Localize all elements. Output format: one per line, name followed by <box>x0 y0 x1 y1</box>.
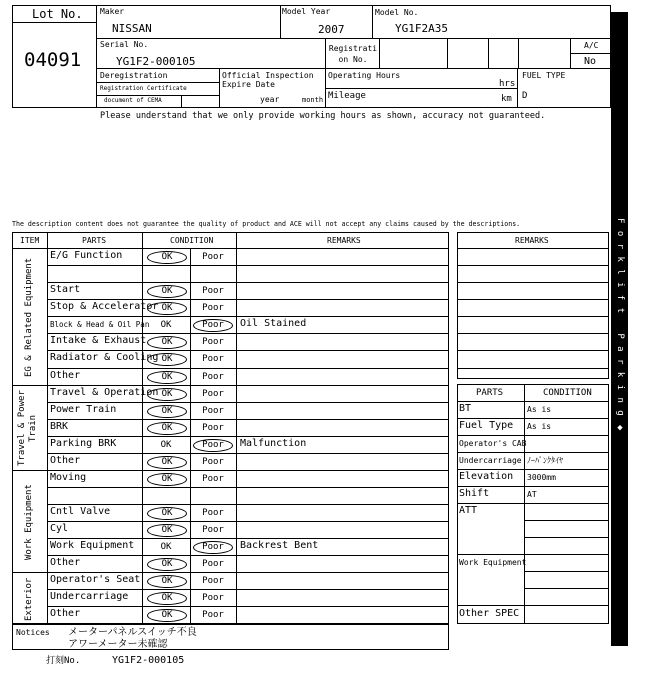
spec-label: Fuel Type <box>459 419 514 431</box>
cond-ok: OK <box>147 371 187 384</box>
spec-label: Operator's CAB <box>459 438 527 448</box>
cond-poor: Poor <box>202 336 224 347</box>
cond-poor: Poor <box>202 302 224 313</box>
row-part-label: BRK <box>50 420 69 432</box>
spec-value: ﾉｰﾊﾟﾝｸﾀｲﾔ <box>527 455 563 465</box>
spec-value: As is <box>527 404 552 414</box>
cond-poor: Poor <box>202 524 224 535</box>
cond-ok: OK <box>147 592 187 605</box>
row-part-label: Moving <box>50 471 87 483</box>
spec-value: 3000mm <box>527 472 556 482</box>
deregistration-label: Deregistration <box>100 71 168 80</box>
row-part-label: Stop & Accelerator <box>50 300 159 312</box>
right-remarks-table <box>457 232 609 379</box>
cond-poor: Poor <box>193 439 233 452</box>
spec-label: Other SPEC <box>459 607 520 619</box>
cond-ok: OK <box>147 353 187 366</box>
cond-poor: Poor <box>193 541 233 554</box>
row-remark: Malfunction <box>240 437 307 449</box>
cond-poor: Poor <box>202 371 224 382</box>
lot-number: 04091 <box>24 49 82 71</box>
group-eg-related: EG & Related Equipment <box>24 257 34 378</box>
model-year-label: Model Year <box>282 7 331 16</box>
row-part-label: Parking BRK <box>50 437 117 449</box>
row-part-label: Cyl <box>50 522 69 534</box>
row-part-label: Travel & Operation <box>50 386 159 398</box>
row-part-label: Other <box>50 369 81 381</box>
col-condition-header: CONDITION <box>170 236 214 245</box>
row-part-label: Work Equipment <box>50 539 135 551</box>
cond-poor: Poor <box>202 592 224 603</box>
col-parts-header: PARTS <box>82 236 107 245</box>
row-part-label: Power Train <box>50 403 117 415</box>
cond-ok: OK <box>147 524 187 537</box>
spec-value: As is <box>527 421 552 431</box>
cond-poor: Poor <box>202 456 224 467</box>
cond-poor: Poor <box>202 251 224 262</box>
cond-ok: OK <box>160 439 172 450</box>
cond-ok: OK <box>160 319 172 330</box>
maker-label: Maker <box>100 7 125 16</box>
col-remarks-header: REMARKS <box>327 236 361 245</box>
stamp-label: 打刻No. <box>46 656 81 666</box>
cond-poor: Poor <box>202 610 224 620</box>
cond-ok: OK <box>147 507 187 520</box>
cond-poor: Poor <box>202 285 224 296</box>
row-remark: Oil Stained <box>240 317 307 329</box>
cond-ok: OK <box>147 388 187 401</box>
serial-value: YG1F2-000105 <box>116 55 196 68</box>
registration-label: Registrati on No. <box>328 44 378 64</box>
row-part-label: Radiator & Cooling <box>50 352 159 363</box>
km-label: km <box>501 94 512 104</box>
row-part-label: Operator's Seat <box>50 573 141 585</box>
stamp-value: YG1F2-000105 <box>112 655 185 666</box>
row-part-label: Undercarriage <box>50 590 129 602</box>
row-part-label: Other <box>50 556 81 568</box>
cond-ok: OK <box>147 575 187 588</box>
cond-ok: OK <box>147 336 187 349</box>
cond-poor: Poor <box>202 473 224 484</box>
ac-label: A/C <box>584 41 599 50</box>
spec-label: Work Equipment <box>459 557 527 567</box>
maker-value: NISSAN <box>112 22 152 35</box>
inspection-label: Official Inspection Expire Date <box>222 71 314 89</box>
cond-poor: Poor <box>202 354 224 364</box>
hrs-label: hrs <box>499 79 516 89</box>
month-label: month <box>302 96 324 104</box>
group-exterior: Exterior <box>24 577 34 621</box>
mileage-label: Mileage <box>328 91 366 101</box>
row-part-label: Block & Head & Oil Pan <box>50 319 150 329</box>
row-part-label: E/G Function <box>50 249 123 261</box>
disclaimer-note: The description content does not guarantee the quality of product and ACE will not accept any claims caused by the descriptions. <box>12 220 521 228</box>
group-work-equipment: Work Equipment <box>24 484 34 560</box>
cond-poor: Poor <box>202 558 224 569</box>
ac-value: No <box>584 56 597 67</box>
right-remarks-header: REMARKS <box>515 236 549 245</box>
row-part-label: Intake & Exhaust <box>50 334 147 346</box>
cond-poor: Poor <box>202 388 224 399</box>
cond-poor: Poor <box>202 507 224 518</box>
cond-poor: Poor <box>202 575 224 586</box>
notices-label: Notices <box>16 628 50 637</box>
fuel-type-value: D <box>522 91 528 101</box>
model-no-label: Model No. <box>375 8 419 17</box>
row-part-label: Other <box>50 454 81 466</box>
notice-line-2: アワーメーター未確認 <box>68 639 168 650</box>
spec-label: ATT <box>459 504 478 516</box>
cond-ok: OK <box>147 456 187 469</box>
spec-col-parts: PARTS <box>476 388 504 398</box>
location-sidebar <box>611 12 642 646</box>
cond-poor: Poor <box>202 422 224 433</box>
cond-ok: OK <box>160 541 172 552</box>
cond-ok: OK <box>147 251 187 264</box>
working-hours-note: Please understand that we only provide working hours as shown, accuracy not guaranteed. <box>100 111 546 121</box>
spec-label: BT <box>459 402 472 414</box>
cond-poor: Poor <box>193 319 233 332</box>
cond-ok: OK <box>147 473 187 486</box>
row-part-label: Other <box>50 608 81 619</box>
group-travel-power: Travel & Power Train <box>17 390 38 467</box>
lot-label: Lot No. <box>32 7 83 21</box>
row-remark: Backrest Bent <box>240 539 319 551</box>
notice-line-1: メーターパネルスイッチ不良 <box>68 627 197 638</box>
reg-cert-label: Registration Certificate <box>100 85 187 92</box>
year-label: year <box>260 95 280 104</box>
row-part-label: Cntl Valve <box>50 505 111 517</box>
cond-ok: OK <box>147 405 187 418</box>
cond-ok: OK <box>147 302 187 315</box>
spec-label: Elevation <box>459 470 514 482</box>
operating-hours-label: Operating Hours <box>328 71 401 80</box>
fuel-type-label: FUEL TYPE <box>522 71 566 80</box>
spec-col-condition: CONDITION <box>543 388 592 398</box>
cond-ok: OK <box>147 558 187 571</box>
cond-ok: OK <box>147 609 187 622</box>
cond-ok: OK <box>147 285 187 298</box>
location-note: ◆Please note that this machinery is located in Forklift Parking◆ <box>615 31 642 627</box>
model-year-value: 2007 <box>318 23 345 36</box>
spec-label: Shift <box>459 487 490 499</box>
cond-poor: Poor <box>202 405 224 416</box>
spec-label: Undercarriage <box>459 455 522 465</box>
row-part-label: Start <box>50 283 81 295</box>
col-item-header: ITEM <box>20 236 40 245</box>
spec-value: AT <box>527 489 537 499</box>
doc-cema-label: document of CEMA <box>104 97 162 104</box>
model-no-value: YG1F2A35 <box>395 22 448 35</box>
serial-label: Serial No. <box>100 40 149 49</box>
cond-ok: OK <box>147 422 187 435</box>
